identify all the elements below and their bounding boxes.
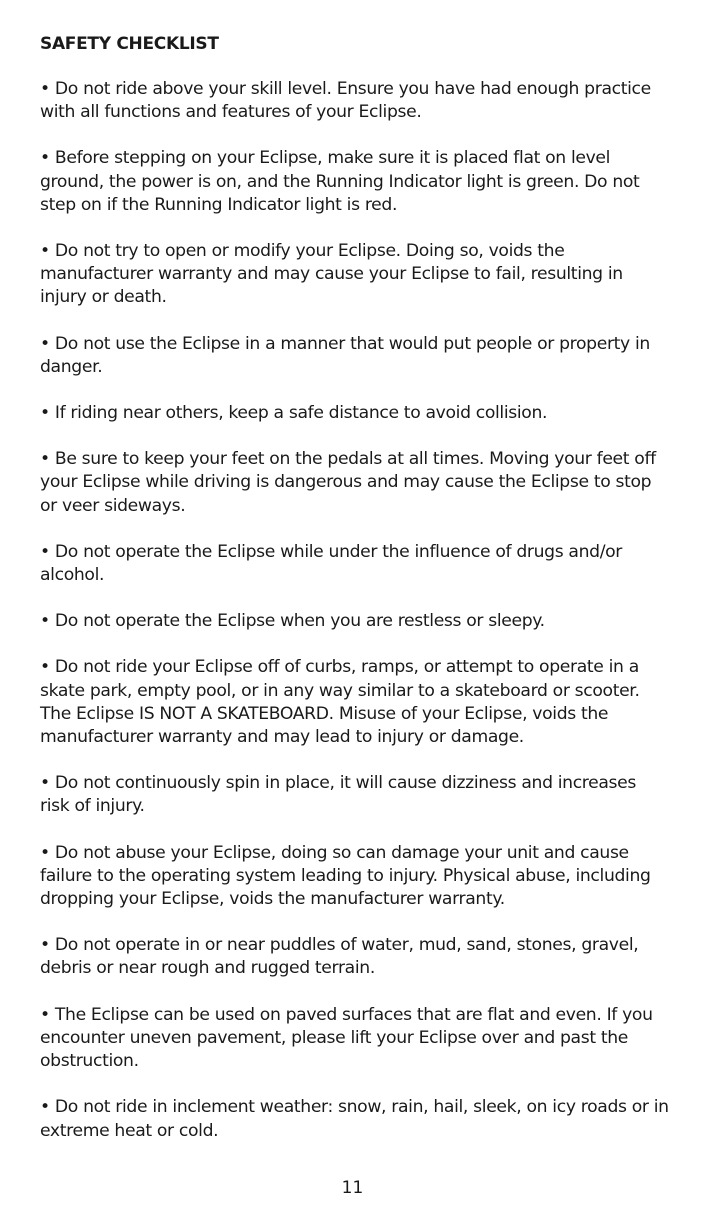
checklist-item-do-not-modify: • Do not try to open or modify your Eclipse. Doing so, voids the manufacturer warranty and may cause your Eclipse to fail, resulting in injury or death. [40, 241, 623, 308]
checklist-item-no-abuse: • Do not abuse your Eclipse, doing so can damage your unit and cause failure to the operating system leading to injury. Physical abuse, including dropping your Eclipse, voids the manufacturer warranty. [40, 842, 651, 910]
checklist-item-no-drugs-alcohol: • Do not operate the Eclipse while under the influence of drugs and/or alcohol. [40, 541, 623, 586]
checklist-item-no-spinning: • Do not continuously spin in place, it will cause dizziness and increases risk of injury. [40, 773, 636, 817]
checklist-item-no-puddles: • Do not operate in or near puddles of water, mud, sand, stones, gravel, debris or near rough and rugged terrain. [40, 935, 639, 979]
checklist-item-before-stepping: • Before stepping on your Eclipse, make sure it is placed flat on level ground, the power is on, and the Running Indicator light is green. Do not step on if the Running Indicator light is red. [40, 148, 640, 215]
checklist-item-not-a-skateboard: • Do not ride your Eclipse off of curbs, ramps, or attempt to operate in a skate park, empty pool, or in any way similar to a skateboard or scooter. The Eclipse IS NOT A SKATEBOARD. Misuse of your Eclipse, voids the manufacturer warranty and may lead to injury or damage. [40, 657, 640, 748]
checklist-item-no-danger: • Do not use the Eclipse in a manner that would put people or property in danger. [40, 333, 650, 377]
checklist-item-paved-surfaces: • The Eclipse can be used on paved surfaces that are flat and even. If you encounter uneven pavement, please lift your Eclipse over and past the obstruction. [40, 1004, 653, 1072]
checklist-item-not-sleepy: • Do not operate the Eclipse when you are restless or sleepy. [40, 611, 545, 632]
checklist-item-feet-on-pedals: • Be sure to keep your feet on the pedals at all times. Moving your feet off your Eclipse while driving is dangerous and may cause the Eclipse to stop or veer sideways. [40, 449, 656, 516]
checklist-item-safe-distance: • If riding near others, keep a safe distance to avoid collision. [40, 403, 548, 424]
page-number: 11 [341, 1178, 364, 1198]
page-title: SAFETY CHECKLIST [40, 34, 219, 54]
document-page [40, 30, 670, 1166]
checklist-item-skill-level: • Do not ride above your skill level. Ensure you have had enough practice with all functions and features of your Eclipse. [40, 79, 651, 123]
checklist-item-no-inclement-weather: • Do not ride in inclement weather: snow, rain, hail, sleek, on icy roads or in extreme heat or cold. [40, 1097, 669, 1141]
